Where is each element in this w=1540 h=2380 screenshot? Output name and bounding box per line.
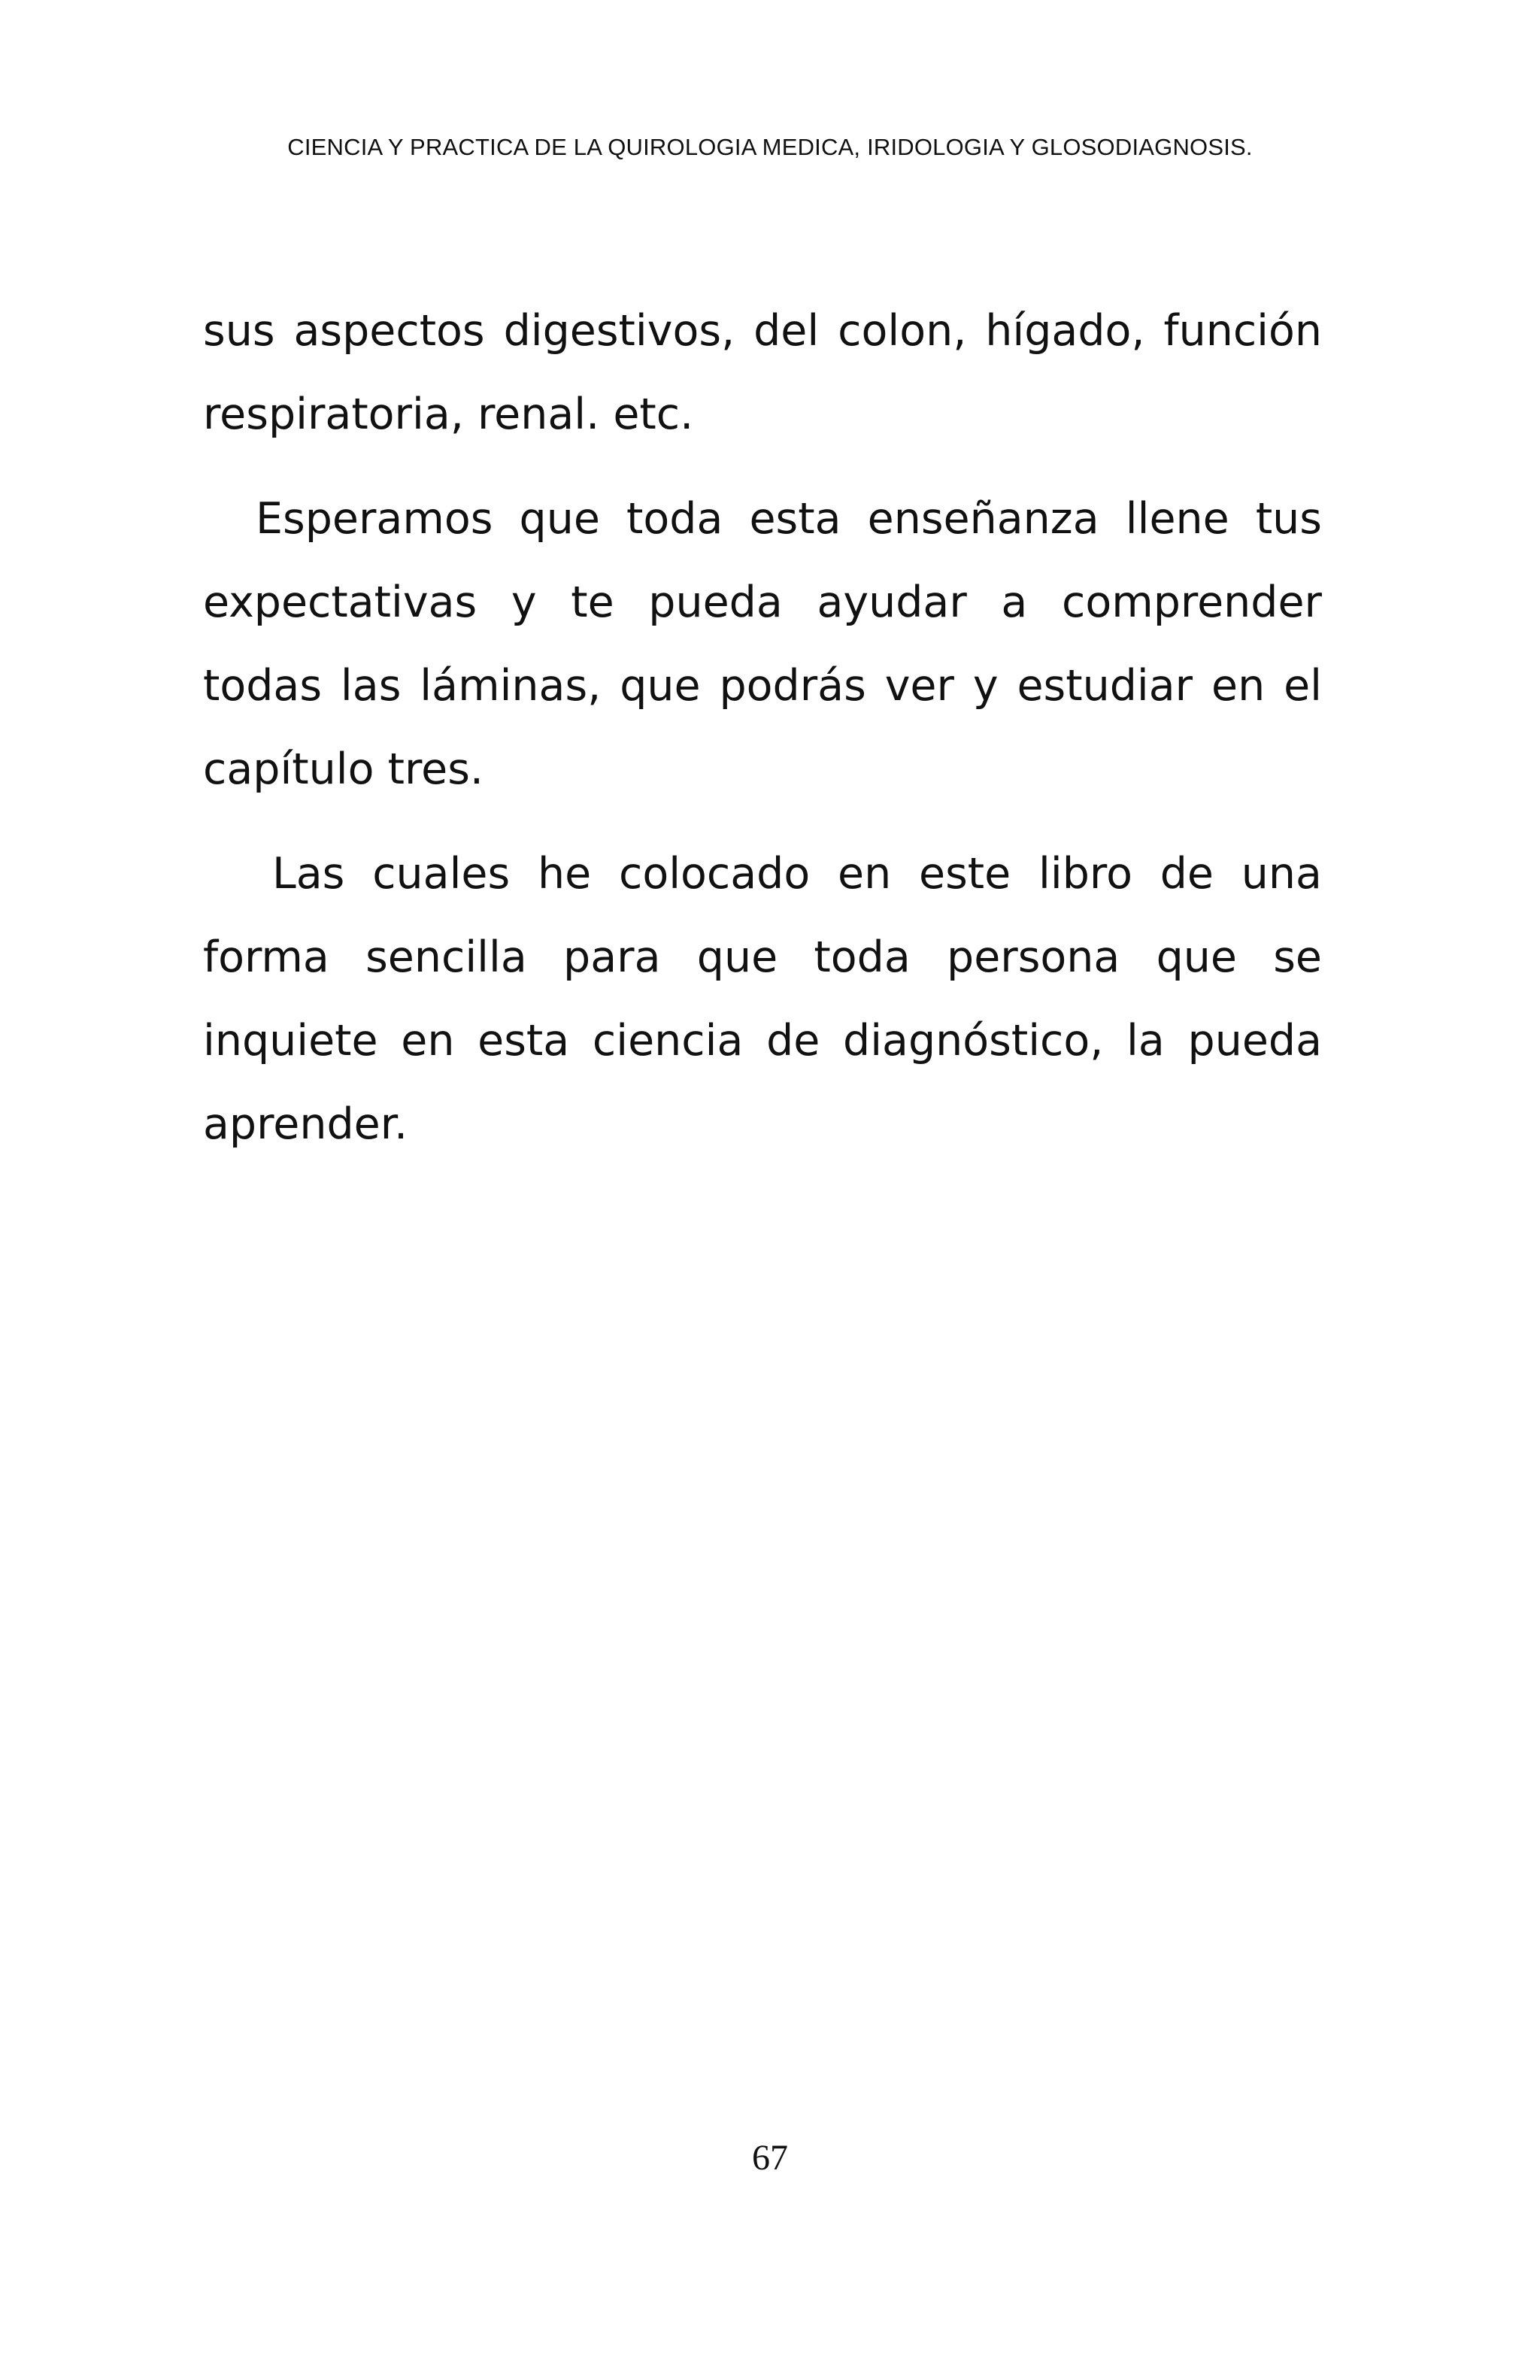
paragraph-continuation: sus aspectos digestivos, del colon, hígado, función respiratoria, renal. etc.: [203, 306, 1322, 439]
paragraph-simple-form: Las cuales he colocado en este libro de una forma sencilla para que toda persona que se inquiete en esta ciencia de diagnóstico, la pueda aprender.: [203, 849, 1322, 1149]
body-text: [203, 290, 1322, 1187]
paragraph-expectations: Esperamos que toda esta enseñanza llene tus expectativas y te pueda ayudar a comprender todas las láminas, que podrás ver y estudiar en el capítulo tres.: [203, 494, 1322, 794]
running-header: CIENCIA Y PRACTICA DE LA QUIROLOGIA MEDICA, IRIDOLOGIA Y GLOSODIAGNOSIS.: [287, 134, 1253, 160]
page-number: 67: [752, 2138, 788, 2178]
